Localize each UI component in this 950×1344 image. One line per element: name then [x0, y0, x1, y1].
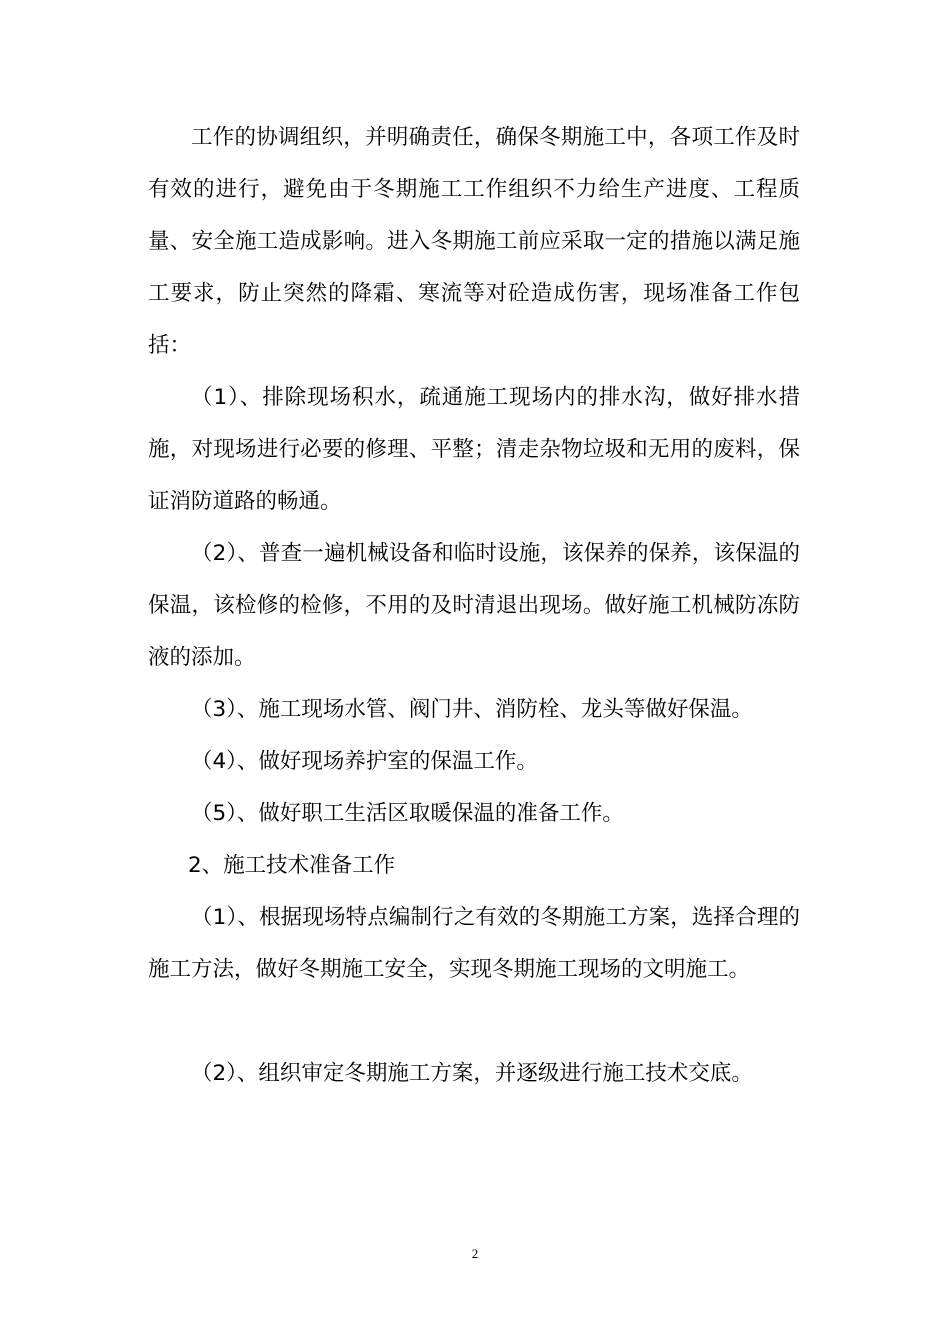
paragraph-item-4: （4）、做好现场养护室的保温工作。	[191, 749, 538, 774]
paragraph-item-2: （2）、普查一遍机械设备和临时设施，该保养的保养，该保温的保温，该检修的检修，不用的及时清退出现场。做好施工机械防冻防液的添加。	[148, 541, 800, 670]
paragraph-tech-2: （2）、组织审定冬期施工方案，并逐级进行施工技术交底。	[191, 1061, 753, 1086]
paragraph-item-1: （1）、排除现场积水，疏通施工现场内的排水沟，做好排水措施，对现场进行必要的修理、平整；清走杂物垃圾和无用的废料，保证消防道路的畅通。	[148, 385, 800, 514]
section-heading: 2、施工技术准备工作	[188, 853, 396, 878]
paragraph-item-5: （5）、做好职工生活区取暖保温的准备工作。	[191, 801, 624, 826]
paragraph-item-3: （3）、施工现场水管、阀门井、消防栓、龙头等做好保温。	[191, 697, 753, 722]
paragraph-tech-1: （1）、根据现场特点编制行之有效的冬期施工方案，选择合理的施工方法，做好冬期施工安全，实现冬期施工现场的文明施工。	[148, 905, 800, 982]
page-number: 2	[471, 1246, 479, 1261]
paragraph-intro: 工作的协调组织，并明确责任，确保冬期施工中，各项工作及时有效的进行，避免由于冬期施工工作组织不力给生产进度、工程质量、安全施工造成影响。进入冬期施工前应采取一定的措施以满足施工要求，防止突然的降霜、寒流等对砼造成伤害，现场准备工作包括：	[148, 125, 800, 358]
